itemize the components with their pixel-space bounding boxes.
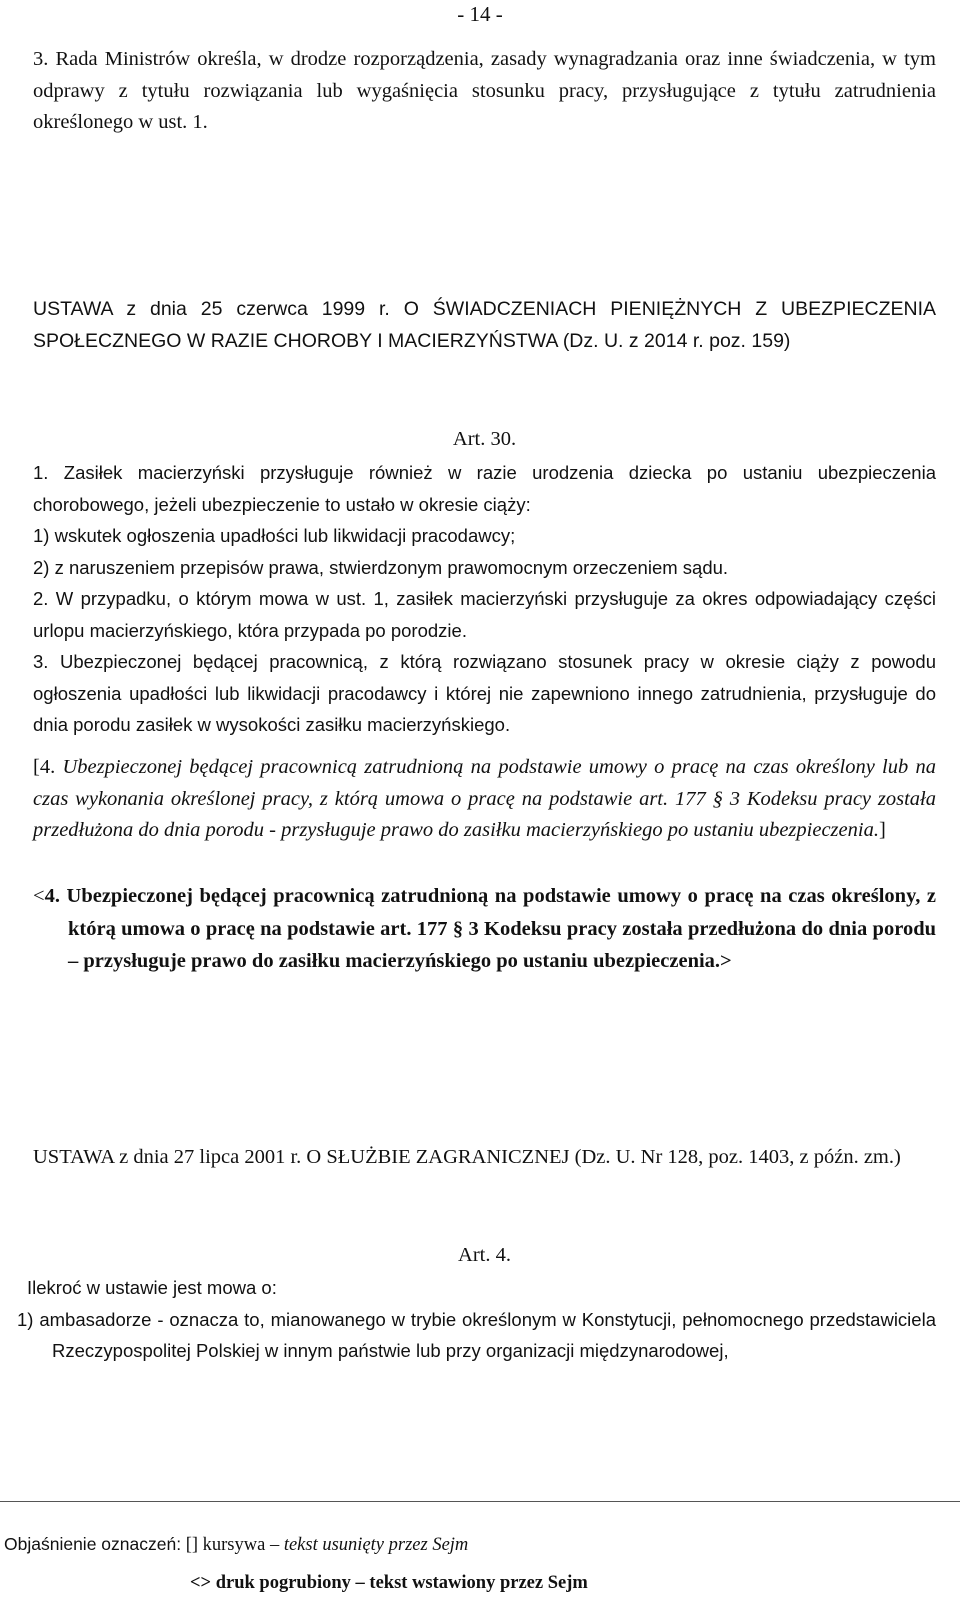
art4-intro: Ilekroć w ustawie jest mowa o:: [27, 1277, 277, 1298]
footer-divider: [0, 1501, 960, 1502]
deleted-bracket-close: ]: [878, 819, 886, 841]
article-30-body: [33, 457, 936, 741]
article-4-label: Art. 4.: [458, 1244, 511, 1266]
legend-deleted-desc: [] kursywa –: [181, 1535, 284, 1555]
legend-line-2: [190, 1573, 588, 1594]
legend-inserted-desc: <> druk pogrubiony – tekst wstawiony przez Sejm: [190, 1573, 588, 1593]
art30-paragraph-4-inserted: [33, 880, 936, 978]
article-30-label: Art. 30.: [452, 428, 517, 450]
art30-item-2: 2) z naruszeniem przepisów prawa, stwierdzonym prawomocnym orzeczeniem sądu.: [33, 556, 729, 578]
deleted-bracket-open: [4.: [33, 756, 63, 778]
legend-label: Objaśnienie oznaczeń:: [4, 1534, 182, 1554]
art30-paragraph-1: 1. Zasiłek macierzyński przysługuje również w razie urodzenia dziecka po ustaniu ubezpieczenia chorobowego, jeżeli ubezpieczenie to ustało w okresie ciąży:: [33, 462, 936, 515]
art30-paragraph-2: 2. W przypadku, o którym mowa w ust. 1, zasiłek macierzyński przysługuje za okres odpowiadający części urlopu macierzyńskiego, która przypada po porodzie.: [33, 588, 936, 641]
deleted-text: Ubezpieczonej będącej pracownicą zatrudnioną na podstawie umowy o pracę na czas określony lub na czas wykonania określonej pracy, z którą umowa o pracę na podstawie art. 177 § 3 Kodeksu pracy została przedłużona do dnia porodu - przysługuje prawo do zasiłku macierzyńskiego po ustaniu ubezpieczenia.: [33, 756, 937, 841]
section-paragraph-3: [33, 44, 936, 139]
legend-deleted-italic: tekst usunięty przez Sejm: [283, 1535, 469, 1555]
art30-paragraph-3: 3. Ubezpieczonej będącej pracownicą, z którą rozwiązano stosunek pracy w okresie ciąży z powodu ogłoszenia upadłości lub likwidacji pracodawcy i której nie zapewniono innego zatrudnienia, przysługuje do dnia porodu zasiłek w wysokości zasiłku macierzyńskiego.: [33, 651, 936, 735]
legend-line-1: [4, 1534, 468, 1556]
act-title-2001: [33, 1142, 936, 1174]
inserted-bracket-open: <: [33, 885, 45, 907]
act-title-1999-text: USTAWA z dnia 25 czerwca 1999 r. O ŚWIADCZENIACH PIENIĘŻNYCH Z UBEZPIECZENIA SPOŁECZNEGO W RAZIE CHOROBY I MACIERZYŃSTWA (Dz. U. z 2014 r. poz. 159): [33, 298, 936, 352]
article-30-heading: [33, 424, 936, 456]
page-number: - 14 -: [457, 2, 503, 26]
article-4-heading: [33, 1240, 936, 1272]
inserted-text: 4. Ubezpieczonej będącej pracownicą zatrudnioną na podstawie umowy o pracę na czas określony, z którą umowa o pracę na podstawie art. 177 § 3 Kodeksu pracy została przedłużona do dnia porodu – przysługuje prawo do zasiłku macierzyńskiego po ustaniu ubezpieczenia.>: [44, 885, 936, 972]
act-title-2001-text: USTAWA z dnia 27 lipca 2001 r. O SŁUŻBIE ZAGRANICZNEJ (Dz. U. Nr 128, poz. 1403, z późn. zm.): [33, 1146, 901, 1168]
act-title-1999: [33, 294, 936, 357]
paragraph-3-text: 3. Rada Ministrów określa, w drodze rozporządzenia, zasady wynagradzania oraz inne świadczenia, w tym odprawy z tytułu rozwiązania lub wygaśnięcia stosunku pracy, przysługujące z tytułu zatrudnienia określonego w ust. 1.: [33, 48, 936, 133]
art30-paragraph-4-deleted: [33, 752, 936, 847]
art4-item-1: 1) ambasadorze - oznacza to, mianowanego w trybie określonym w Konstytucji, pełnomocnego przedstawiciela Rzeczypospolitej Polskiej w innym państwie lub przy organizacji międzynarodowej,: [17, 1308, 936, 1361]
article-4-body: [17, 1272, 936, 1367]
art30-item-1: 1) wskutek ogłoszenia upadłości lub likwidacji pracodawcy;: [33, 525, 516, 546]
